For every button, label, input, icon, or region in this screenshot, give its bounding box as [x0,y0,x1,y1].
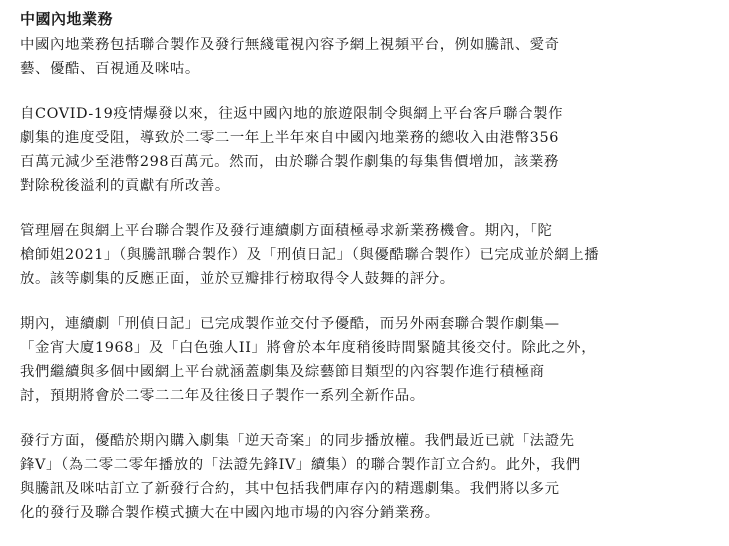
paragraph-line: 與騰訊及咪咕訂立了新發行合約，其中包括我們庫存內的精選劇集。我們將以多元 [20,481,560,497]
paragraph-line: 百萬元減少至港幣298百萬元。然而，由於聯合製作劇集的每集售價增加，該業務 [20,154,559,170]
paragraph-line: 「金宵大廈1968」及「白色強人II」將會於本年度稍後時間緊隨其後交付。除此之外， [20,340,597,356]
paragraph-line: 槍師姐2021」（與騰訊聯合製作）及「刑偵日記」（與優酷聯合製作）已完成並於網上播 [20,247,600,263]
paragraph-covid-impact [20,102,720,198]
paragraph-line: 管理層在與網上平台聯合製作及發行連續劇方面積極尋求新業務機會。期內，「陀 [20,223,553,239]
section-heading: 中國內地業務 [20,10,114,28]
paragraph-line: 自COVID-19疫情爆發以來，往返中國內地的旅遊限制令與網上平台客戶聯合製作 [20,106,564,122]
paragraph-line: 放。該等劇集的反應正面，並於豆瓣排行榜取得令人鼓舞的評分。 [20,271,455,287]
paragraph-line: 鋒V」（為二零二零年播放的「法證先鋒IV」續集）的聯合製作訂立合約。此外，我們 [20,457,581,473]
paragraph-management [20,219,720,291]
paragraph-line: 我們繼續與多個中國網上平台就涵蓋劇集及綜藝節目類型的內容製作進行積極商 [20,364,545,380]
paragraph-overview [20,33,720,81]
paragraph-line: 期內，連續劇「刑偵日記」已完成製作並交付予優酷，而另外兩套聯合製作劇集— [20,316,560,332]
paragraph-line: 發行方面，優酷於期內購入劇集「逆天奇案」的同步播放權。我們最近已就「法證先 [20,433,575,449]
document-body [20,8,720,546]
paragraph-line: 藝、優酷、百視通及咪咕。 [20,61,200,77]
paragraph-line: 化的發行及聯合製作模式擴大在中國內地市場的內容分銷業務。 [20,505,440,521]
paragraph-line: 劇集的進度受阻，導致於二零二一年上半年來自中國內地業務的總收入由港幣356 [20,130,559,146]
paragraph-line: 討，預期將會於二零二二年及往後日子製作一系列全新作品。 [20,388,425,404]
paragraph-line: 對除稅後溢利的貢獻有所改善。 [20,178,230,194]
paragraph-distribution [20,429,720,525]
paragraph-line: 中國內地業務包括聯合製作及發行無綫電視內容予網上視頻平台，例如騰訊、愛奇 [20,37,560,53]
paragraph-productions [20,312,720,408]
